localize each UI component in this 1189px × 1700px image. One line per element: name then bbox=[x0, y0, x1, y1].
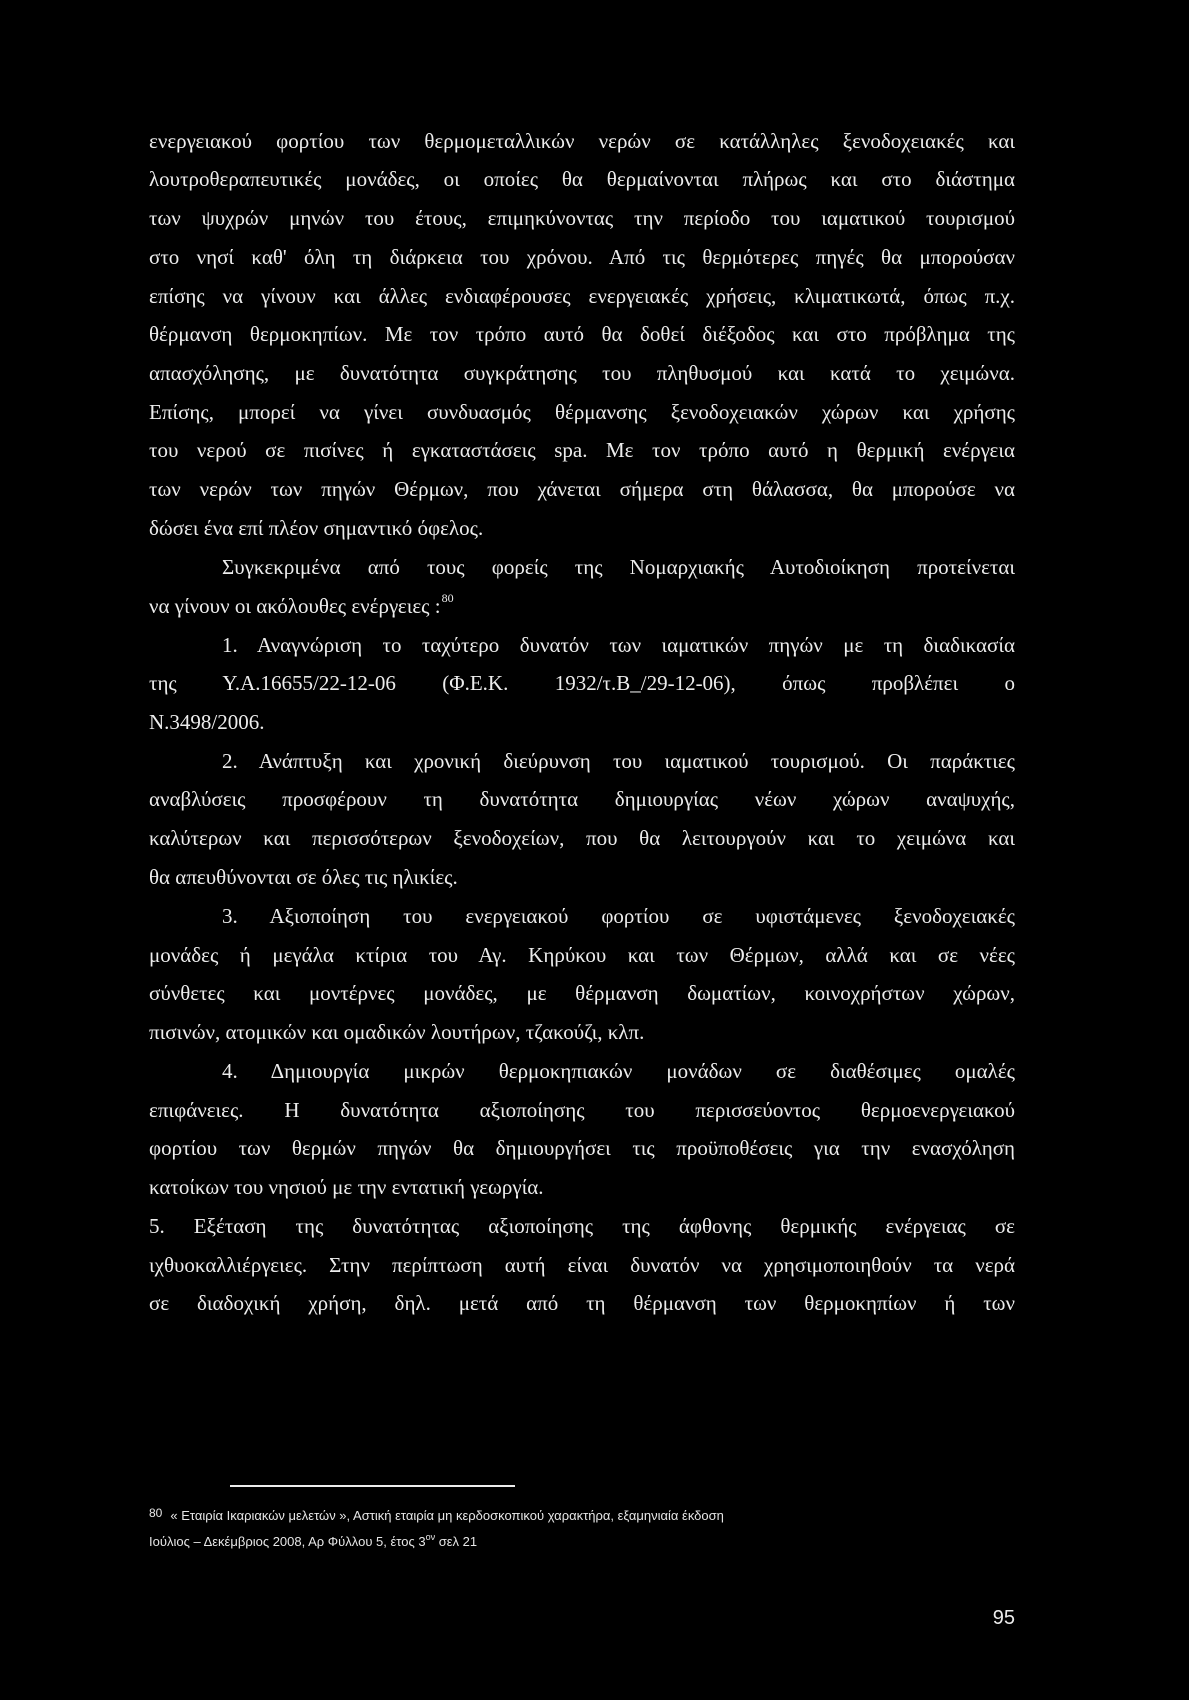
body-line: Συγκεκριμένα από τους φορείς της Νομαρχιακής Αυτοδιοίκηση προτείνεται bbox=[222, 555, 1015, 579]
body-line: των ψυχρών μηνών του έτους, επιμηκύνοντας την περίοδο του ιαματικού τουρισμού bbox=[149, 206, 1015, 230]
body-line: της Υ.Α.16655/22-12-06 (Φ.Ε.Κ. 1932/τ.Β_/29-12-06), όπως προβλέπει ο bbox=[149, 671, 1015, 695]
list-item-2: 2. Ανάπτυξη και χρονική διεύρυνση του ιαματικού τουρισμού. Οι παράκτιες bbox=[222, 749, 1015, 773]
body-line bbox=[149, 593, 1015, 622]
body-line: θέρμανση θερμοκηπίων. Με τον τρόπο αυτό θα δοθεί διέξοδος και στο πρόβλημα της bbox=[149, 322, 1015, 346]
body-line: μονάδες ή μεγάλα κτίρια του Αγ. Κηρύκου και των Θέρμων, αλλά και σε νέες bbox=[149, 943, 1015, 967]
body-line: ενεργειακού φορτίου των θερμομεταλλικών νερών σε κατάλληλες ξενοδοχειακές και bbox=[149, 129, 1015, 153]
body-line: θα απευθύνονται σε όλες τις ηλικίες. bbox=[149, 865, 458, 889]
body-line: καλύτερων και περισσότερων ξενοδοχείων, που θα λειτουργούν και το χειμώνα και bbox=[149, 826, 1015, 850]
body-line: αναβλύσεις προσφέρουν τη δυνατότητα δημιουργίας νέων χώρων αναψυχής, bbox=[149, 787, 1015, 811]
page-number: 95 bbox=[992, 1607, 1015, 1629]
footnote-superscript: ον bbox=[425, 1532, 436, 1542]
body-line: απασχόλησης, με δυνατότητα συγκράτησης του πληθυσμού και κατά το χειμώνα. bbox=[149, 361, 1015, 385]
footnote-continuation bbox=[149, 1533, 1015, 1552]
body-line-text: να γίνουν οι ακόλουθες ενέργειες : bbox=[149, 594, 441, 618]
body-line: Ν.3498/2006. bbox=[149, 710, 265, 734]
footnote bbox=[149, 1507, 1015, 1525]
body-line: σύνθετες και μοντέρνες μονάδες, με θέρμανση δωματίων, κοινοχρήστων χώρων, bbox=[149, 981, 1015, 1005]
footnote-text-line1: « Εταιρία Ικαριακών μελετών », Αστική εταιρία μη κερδοσκοπικού χαρακτήρα, εξαμηνιαία έκδοση bbox=[170, 1508, 724, 1523]
body-line: του νερού σε πισίνες ή εγκαταστάσεις spa. Με τον τρόπο αυτό η θερμική ενέργεια bbox=[149, 438, 1015, 462]
body-line: λουτροθεραπευτικές μονάδες, οι οποίες θα θερμαίνονται πλήρως και στο διάστημα bbox=[149, 167, 1015, 191]
body-line: στο νησί καθ' όλη τη διάρκεια του χρόνου. Από τις θερμότερες πηγές θα μπορούσαν bbox=[149, 245, 1015, 269]
list-item-1: 1. Αναγνώριση το ταχύτερο δυνατόν των ιαματικών πηγών με τη διαδικασία bbox=[222, 633, 1015, 657]
body-line: των νερών των πηγών Θέρμων, που χάνεται σήμερα στη θάλασσα, θα μπορούσε να bbox=[149, 477, 1015, 501]
body-line: πισινών, ατομικών και ομαδικών λουτήρων, τζακούζι, κλπ. bbox=[149, 1020, 645, 1044]
body-line: Επίσης, μπορεί να γίνει συνδυασμός θέρμανσης ξενοδοχειακών χώρων και χρήσης bbox=[149, 400, 1015, 424]
body-line: σε διαδοχική χρήση, δηλ. μετά από τη θέρμανση των θερμοκηπίων ή των bbox=[149, 1291, 1015, 1315]
footnote-separator bbox=[230, 1485, 515, 1487]
body-line: κατοίκων του νησιού με την εντατική γεωργία. bbox=[149, 1175, 544, 1199]
body-line: ιχθυοκαλλιέργειες. Στην περίπτωση αυτή είναι δυνατόν να χρησιμοποιηθούν τα νερά bbox=[149, 1253, 1015, 1277]
list-item-4: 4. Δημιουργία μικρών θερμοκηπιακών μονάδων σε διαθέσιμες ομαλές bbox=[222, 1059, 1015, 1083]
footnote-text-line2: Ιούλιος – Δεκέμβριος 2008, Αρ Φύλλου 5, έτος 3 bbox=[149, 1534, 426, 1549]
list-item-3: 3. Αξιοποίηση του ενεργειακού φορτίου σε υφιστάμενες ξενοδοχειακές bbox=[222, 904, 1015, 928]
footnote-number: 80 bbox=[149, 1506, 163, 1520]
footnote-text-line2-end: σελ 21 bbox=[435, 1534, 478, 1549]
footnote-reference: 80 bbox=[441, 591, 454, 605]
body-line: δώσει ένα επί πλέον σημαντικό όφελος. bbox=[149, 516, 484, 540]
body-line: επιφάνειες. Η δυνατότητα αξιοποίησης του περισσεύοντος θερμοενεργειακού bbox=[149, 1098, 1015, 1122]
body-line: φορτίου των θερμών πηγών θα δημιουργήσει τις προϋποθέσεις για την ενασχόληση bbox=[149, 1136, 1015, 1160]
list-item-5: 5. Εξέταση της δυνατότητας αξιοποίησης της άφθονης θερμικής ενέργειας σε bbox=[149, 1214, 1015, 1238]
body-line: επίσης να γίνουν και άλλες ενδιαφέρουσες ενεργειακές χρήσεις, κλιματικωτά, όπως π.χ. bbox=[149, 284, 1015, 308]
